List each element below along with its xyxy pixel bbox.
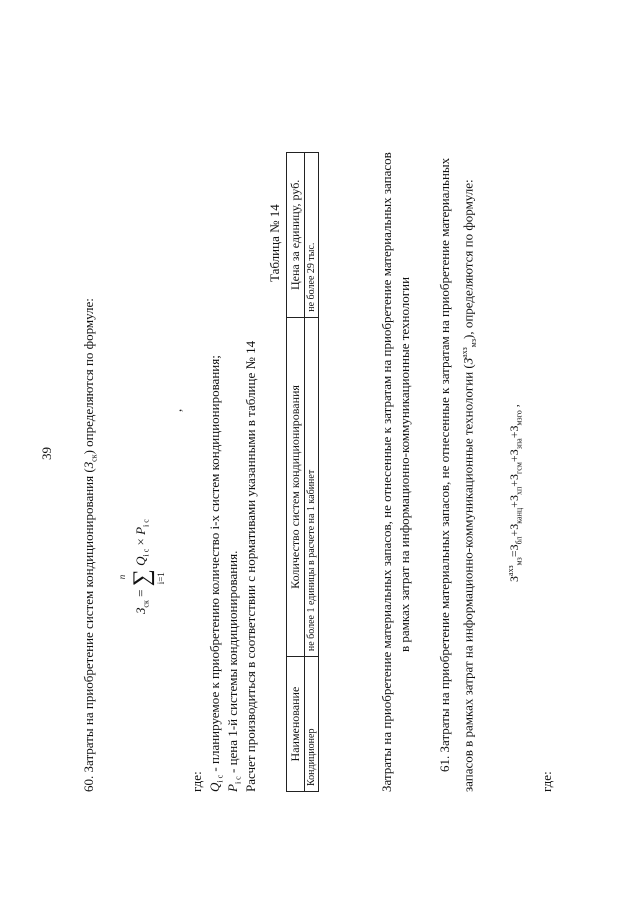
table-14 xyxy=(286,152,319,792)
section-61-line2-after: ), определяются по формуле: xyxy=(460,179,476,339)
formula-p-sub: i c xyxy=(141,519,151,527)
f61-t1: =З xyxy=(507,544,521,558)
f61-t2: +З xyxy=(507,523,521,537)
table-cell-quantity: не более 1 единицы в расчете на 1 кабинет xyxy=(305,317,319,656)
definition-p xyxy=(226,551,243,792)
formula-q-sub: i c xyxy=(141,548,151,557)
table-header-quantity: Количество систем кондиционирования xyxy=(287,317,305,656)
formula-p: P xyxy=(132,526,148,535)
f61-t3-sub: хп xyxy=(514,486,524,496)
section-61-line2 xyxy=(460,179,478,792)
where-label: где: xyxy=(189,771,204,792)
sum-symbol: ∑ n i=1 xyxy=(117,569,166,587)
table-14-caption: Таблица № 14 xyxy=(267,204,282,282)
table-row xyxy=(305,153,319,792)
section-61-symbol-sub: мз xyxy=(468,338,478,348)
section-60-heading-after: ) определяются по формуле: xyxy=(81,298,96,455)
f61-t6-sub: мзго xyxy=(514,410,524,426)
formula-times: × xyxy=(132,538,148,546)
def-p-text: - цена 1-й системы кондиционирования. xyxy=(225,550,240,777)
sum-lower: i=1 xyxy=(156,572,166,585)
formula-lhs-sub: ск xyxy=(141,600,151,608)
table-header-name: Наименование xyxy=(287,657,305,792)
section-60-heading-before: 60. Затраты на приобретение систем кондиционирования ( xyxy=(81,468,96,792)
def-q-sub: i c xyxy=(215,774,225,783)
f61-t5: +З xyxy=(507,449,521,463)
formula-q: Q xyxy=(132,556,148,566)
f61-t1-sub: бл xyxy=(514,536,524,545)
formula-60 xyxy=(117,519,166,614)
table-header-row xyxy=(287,153,305,792)
section-61-line2-before: запасов в рамках затрат на информационно-коммуникационные технологии ( xyxy=(460,364,476,792)
formula-lhs: З xyxy=(132,607,148,614)
def-p-sub: i c xyxy=(233,776,243,785)
f61-t4: +З xyxy=(507,473,521,487)
table-header-price: Цена за единицу, руб. xyxy=(287,153,305,318)
f61-t4-sub: гсм xyxy=(514,462,524,474)
formula-61 xyxy=(506,404,523,582)
section-61-line1: 61. Затраты на приобретение материальных запасов, не отнесенные к затратам на приобретение материальных xyxy=(437,157,452,772)
f61-lhs-sup: ахз xyxy=(506,565,515,576)
formula-equals: = xyxy=(132,589,148,597)
f61-t5-sub: зпа xyxy=(514,438,524,450)
f61-t3: +З xyxy=(507,495,521,508)
definition-q xyxy=(208,355,225,792)
heading-symbol-sub: ск xyxy=(89,454,99,462)
f61-trailing: , xyxy=(507,404,521,411)
f61-lhs-sub: мз xyxy=(514,557,524,566)
rotated-content xyxy=(20,22,620,882)
table-cell-name: Кондиционер xyxy=(305,657,319,792)
f61-lhs: З xyxy=(507,575,521,582)
f61-t6: +З xyxy=(507,425,521,439)
section-61-symbol-sup: ахз xyxy=(460,347,469,358)
def-q-text: - планируемое к приобретению количество i-х систем кондиционирования; xyxy=(207,355,222,775)
table-cell-price: не более 29 тыс. xyxy=(305,153,319,318)
formula-60-trailing: , xyxy=(169,408,184,412)
calc-note: Расчет производиться в соответствии с нормативами указанными в таблице № 14 xyxy=(243,340,258,792)
def-p-symbol: P xyxy=(225,784,240,792)
def-q-symbol: Q xyxy=(207,782,222,792)
sum-upper: n xyxy=(117,574,127,580)
heading-symbol: З xyxy=(81,461,96,469)
subsection-title-line2: в рамках затрат на информационно-коммуникационные технологии xyxy=(397,276,412,652)
section-60-heading xyxy=(82,298,99,792)
f61-t2-sub: канц xyxy=(514,507,524,524)
page-number: 39 xyxy=(39,447,54,460)
section-61-symbol: З xyxy=(460,357,476,365)
section-61-where: где: xyxy=(539,771,554,792)
subsection-title-line1: Затраты на приобретение материальных запасов, не отнесенные к затратам на приобретение материальных запасов xyxy=(379,152,394,792)
